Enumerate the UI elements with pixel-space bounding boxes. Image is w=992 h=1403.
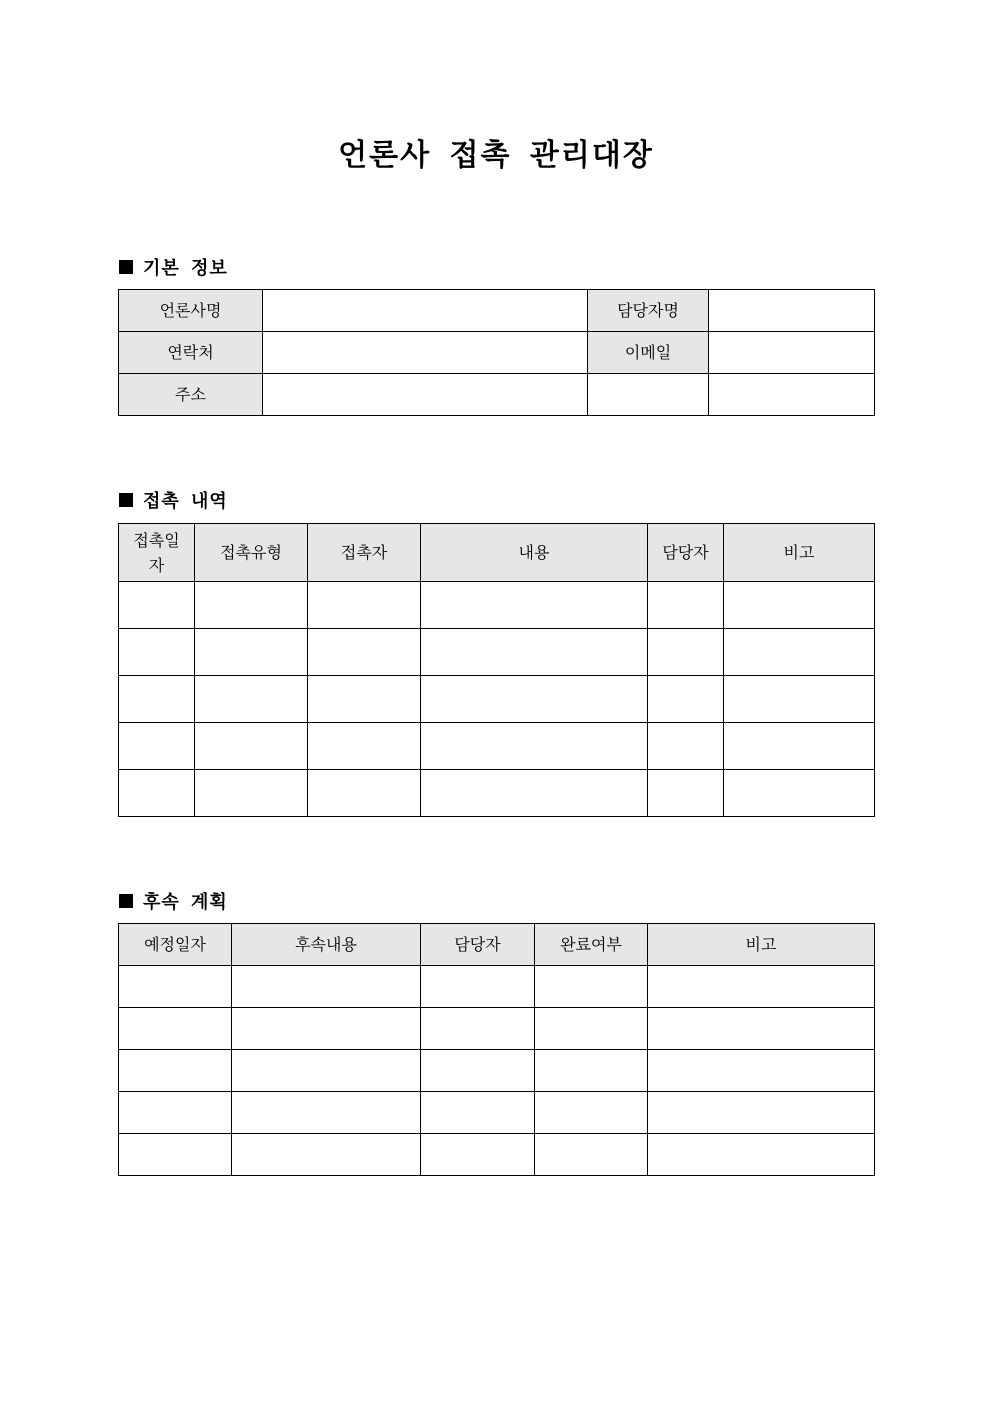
- table-cell[interactable]: [421, 676, 648, 723]
- table-row: [119, 966, 875, 1008]
- table-row: [119, 1008, 875, 1050]
- empty-cell[interactable]: [588, 374, 709, 416]
- table-row: [119, 332, 875, 374]
- square-bullet-icon: [119, 894, 133, 908]
- table-cell[interactable]: [535, 1092, 648, 1134]
- email-field[interactable]: [709, 332, 875, 374]
- table-row: [119, 629, 875, 676]
- column-header-follow-up-content: 후속내용: [232, 924, 421, 966]
- contact-label: 연락처: [119, 332, 263, 374]
- table-cell[interactable]: [724, 723, 875, 770]
- table-cell[interactable]: [119, 676, 195, 723]
- table-cell[interactable]: [232, 1134, 421, 1176]
- table-cell[interactable]: [535, 1134, 648, 1176]
- table-cell[interactable]: [119, 723, 195, 770]
- manager-name-field[interactable]: [709, 290, 875, 332]
- table-cell[interactable]: [195, 723, 308, 770]
- column-header-contact-date: 접촉일자: [119, 524, 195, 582]
- table-cell[interactable]: [232, 1008, 421, 1050]
- column-header-content: 내용: [421, 524, 648, 582]
- table-cell[interactable]: [648, 1134, 875, 1176]
- document-title: 언론사 접촉 관리대장: [338, 138, 654, 173]
- table-cell[interactable]: [119, 1008, 232, 1050]
- table-cell[interactable]: [119, 629, 195, 676]
- contact-history-heading-text: 접촉 내역: [143, 491, 228, 512]
- table-cell[interactable]: [119, 582, 195, 629]
- basic-info-table: [118, 289, 875, 416]
- table-cell[interactable]: [195, 629, 308, 676]
- empty-cell[interactable]: [709, 374, 875, 416]
- table-cell[interactable]: [421, 1092, 535, 1134]
- table-cell[interactable]: [195, 770, 308, 817]
- table-cell[interactable]: [724, 770, 875, 817]
- table-cell[interactable]: [421, 966, 535, 1008]
- basic-info-heading-text: 기본 정보: [143, 258, 228, 279]
- column-header-remarks: 비고: [724, 524, 875, 582]
- table-cell[interactable]: [648, 966, 875, 1008]
- table-cell[interactable]: [648, 770, 724, 817]
- column-header-contact-type: 접촉유형: [195, 524, 308, 582]
- square-bullet-icon: [119, 260, 133, 274]
- table-cell[interactable]: [648, 629, 724, 676]
- table-cell[interactable]: [535, 1008, 648, 1050]
- square-bullet-icon: [119, 493, 133, 507]
- table-cell[interactable]: [724, 629, 875, 676]
- column-header-manager: 담당자: [648, 524, 724, 582]
- address-label: 주소: [119, 374, 263, 416]
- table-cell[interactable]: [421, 1008, 535, 1050]
- table-row: [119, 582, 875, 629]
- table-cell[interactable]: [232, 966, 421, 1008]
- follow-up-heading: [119, 888, 228, 914]
- table-cell[interactable]: [308, 582, 421, 629]
- address-field[interactable]: [263, 374, 588, 416]
- table-cell[interactable]: [648, 1008, 875, 1050]
- table-cell[interactable]: [724, 676, 875, 723]
- table-cell[interactable]: [421, 629, 648, 676]
- table-cell[interactable]: [232, 1092, 421, 1134]
- column-header-manager: 담당자: [421, 924, 535, 966]
- table-cell[interactable]: [119, 1050, 232, 1092]
- table-cell[interactable]: [308, 676, 421, 723]
- table-cell[interactable]: [421, 770, 648, 817]
- table-row: [119, 1134, 875, 1176]
- table-cell[interactable]: [648, 723, 724, 770]
- table-cell[interactable]: [421, 723, 648, 770]
- table-cell[interactable]: [535, 966, 648, 1008]
- table-header-row: [119, 924, 875, 966]
- table-cell[interactable]: [119, 1134, 232, 1176]
- table-row: [119, 1092, 875, 1134]
- follow-up-heading-text: 후속 계획: [143, 892, 228, 913]
- table-header-row: [119, 524, 875, 582]
- manager-name-label: 담당자명: [588, 290, 709, 332]
- column-header-scheduled-date: 예정일자: [119, 924, 232, 966]
- column-header-completion-status: 완료여부: [535, 924, 648, 966]
- follow-up-table: [118, 923, 875, 1176]
- table-row: [119, 374, 875, 416]
- column-header-remarks: 비고: [648, 924, 875, 966]
- table-cell[interactable]: [195, 582, 308, 629]
- outlet-name-label: 언론사명: [119, 290, 263, 332]
- table-row: [119, 290, 875, 332]
- basic-info-heading: [119, 254, 228, 280]
- table-row: [119, 676, 875, 723]
- table-cell[interactable]: [421, 1050, 535, 1092]
- email-label: 이메일: [588, 332, 709, 374]
- table-cell[interactable]: [421, 582, 648, 629]
- table-row: [119, 1050, 875, 1092]
- table-cell[interactable]: [308, 770, 421, 817]
- table-cell[interactable]: [195, 676, 308, 723]
- table-row: [119, 723, 875, 770]
- table-cell[interactable]: [308, 723, 421, 770]
- table-cell[interactable]: [119, 770, 195, 817]
- table-cell[interactable]: [648, 676, 724, 723]
- contact-history-table: [118, 523, 875, 817]
- table-row: [119, 770, 875, 817]
- table-cell[interactable]: [724, 582, 875, 629]
- table-cell[interactable]: [535, 1050, 648, 1092]
- table-cell[interactable]: [648, 1050, 875, 1092]
- table-cell[interactable]: [232, 1050, 421, 1092]
- column-header-contact-person: 접촉자: [308, 524, 421, 582]
- outlet-name-field[interactable]: [263, 290, 588, 332]
- contact-field[interactable]: [263, 332, 588, 374]
- table-cell[interactable]: [648, 582, 724, 629]
- contact-history-heading: [119, 487, 228, 513]
- table-cell[interactable]: [421, 1134, 535, 1176]
- table-cell[interactable]: [308, 629, 421, 676]
- table-cell[interactable]: [648, 1092, 875, 1134]
- table-cell[interactable]: [119, 1092, 232, 1134]
- table-cell[interactable]: [119, 966, 232, 1008]
